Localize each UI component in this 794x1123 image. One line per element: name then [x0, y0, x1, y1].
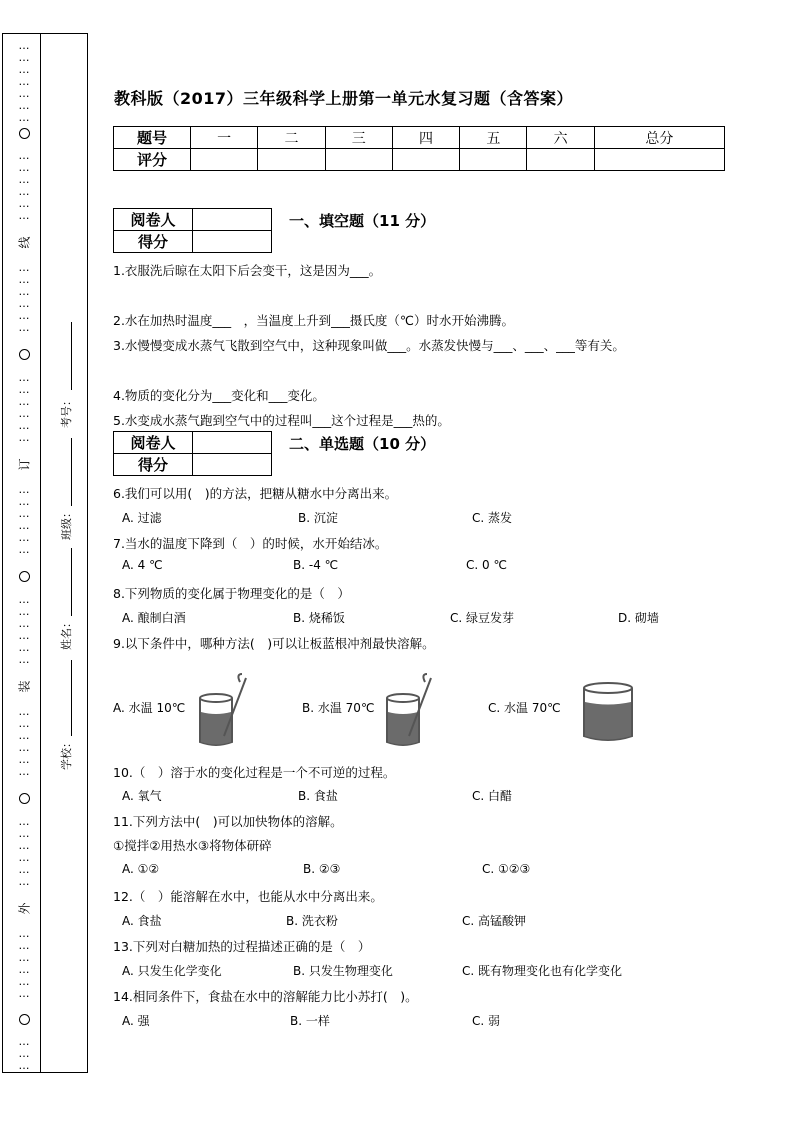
reviewer-field[interactable]	[193, 209, 272, 231]
page-title: 教科版（2017）三年级科学上册第一单元水复习题（含答案）	[114, 89, 574, 108]
score-header-cell: 三	[325, 127, 392, 149]
name-line	[71, 548, 72, 616]
binding-circle	[19, 571, 30, 582]
school-line	[71, 660, 72, 736]
binding-circle	[19, 793, 30, 804]
class-line	[71, 438, 72, 506]
score-header-cell: 六	[527, 127, 594, 149]
score-header-row	[114, 127, 725, 149]
q6-option-b[interactable]: B. 沉淀	[298, 511, 338, 525]
question-9: 9.以下条件中，哪种方法( )可以让板蓝根冲剂最快溶解。	[113, 636, 435, 651]
score-header-cell: 五	[460, 127, 527, 149]
q10-option-b[interactable]: B. 食盐	[298, 789, 338, 803]
binding-dots: … … … … … …	[18, 261, 30, 334]
binding-strip	[2, 33, 88, 1073]
score-row-label: 评分	[114, 149, 191, 171]
binding-dots: … … … … … …	[18, 927, 30, 1000]
score-header-cell: 题号	[114, 127, 191, 149]
score-table	[113, 126, 725, 171]
reviewer-field[interactable]	[193, 432, 272, 454]
question-6: 6.我们可以用( )的方法，把糖从糖水中分离出来。	[113, 486, 398, 501]
q7-option-c[interactable]: C. 0 ℃	[466, 558, 507, 572]
score-input-cell[interactable]	[191, 149, 258, 171]
binding-char-zhuang: 装	[17, 680, 32, 693]
score-value-row	[114, 149, 725, 171]
q14-option-c[interactable]: C. 弱	[472, 1014, 501, 1028]
grader-box-2	[113, 431, 272, 476]
score-field[interactable]	[193, 231, 272, 253]
q11-option-a[interactable]: A. ①②	[122, 862, 160, 876]
label-school: 学校：	[60, 737, 73, 770]
score-label: 得分	[114, 454, 193, 476]
question-5: 5.水变成水蒸气跑到空气中的过程叫___这个过程是___热的。	[113, 413, 450, 428]
question-7: 7.当水的温度下降到（ ）的时候，水开始结冰。	[113, 536, 388, 551]
q12-option-b[interactable]: B. 洗衣粉	[286, 914, 338, 928]
binding-dots: … … … … … …	[18, 371, 30, 444]
question-11-sub: ①搅拌②用热水③将物体研碎	[113, 838, 272, 853]
q13-option-c[interactable]: C. 既有物理变化也有化学变化	[462, 964, 623, 978]
q8-option-b[interactable]: B. 烧稀饭	[293, 611, 345, 625]
q8-option-d[interactable]: D. 砌墙	[618, 611, 659, 625]
beaker-image	[578, 680, 640, 746]
q8-option-c[interactable]: C. 绿豆发芽	[450, 611, 515, 625]
grader-box-1	[113, 208, 272, 253]
q6-option-a[interactable]: A. 过滤	[122, 511, 162, 525]
q6-option-c[interactable]: C. 蒸发	[472, 511, 513, 525]
q7-option-a[interactable]: A. 4 ℃	[122, 558, 163, 572]
q10-option-a[interactable]: A. 氧气	[122, 789, 162, 803]
question-12: 12.（ ）能溶解在水中，也能从水中分离出来。	[113, 889, 383, 904]
question-1: 1.衣服洗后晾在太阳下后会变干，这是因为___。	[113, 263, 382, 278]
binding-circle	[19, 349, 30, 360]
q11-option-b[interactable]: B. ②③	[303, 862, 341, 876]
q7-option-b[interactable]: B. -4 ℃	[293, 558, 339, 572]
question-14: 14.相同条件下，食盐在水中的溶解能力比小苏打( )。	[113, 989, 418, 1004]
score-input-cell[interactable]	[258, 149, 325, 171]
section-1-title: 一、填空题（11 分）	[289, 212, 436, 230]
question-4: 4.物质的变化分为___变化和___变化。	[113, 388, 325, 403]
binding-circle	[19, 1014, 30, 1025]
score-header-cell: 一	[191, 127, 258, 149]
q9-option-c[interactable]: C. 水温 70℃	[488, 701, 561, 715]
label-name: 姓名：	[60, 617, 73, 650]
q9-option-a[interactable]: A. 水温 10℃	[113, 701, 186, 715]
score-input-cell[interactable]	[460, 149, 527, 171]
q8-option-a[interactable]: A. 酿制白酒	[122, 611, 186, 625]
binding-dots: … … … … … …	[18, 149, 30, 222]
score-input-cell[interactable]	[594, 149, 724, 171]
score-header-cell: 二	[258, 127, 325, 149]
q12-option-c[interactable]: C. 高锰酸钾	[462, 914, 527, 928]
q14-option-b[interactable]: B. 一样	[290, 1014, 330, 1028]
binding-circle	[19, 128, 30, 139]
question-8: 8.下列物质的变化属于物理变化的是（ ）	[113, 586, 350, 601]
q10-option-c[interactable]: C. 白醋	[472, 789, 513, 803]
binding-char-wai: 外	[17, 902, 32, 915]
question-13: 13.下列对白糖加热的过程描述正确的是（ ）	[113, 939, 371, 954]
question-2: 2.水在加热时温度___ ，当温度上升到___摄氏度（℃）时水开始沸腾。	[113, 313, 514, 328]
label-class: 班级：	[60, 507, 73, 540]
binding-char-xian: 线	[17, 236, 32, 249]
score-input-cell[interactable]	[325, 149, 392, 171]
exam-number-line	[71, 322, 72, 390]
score-header-cell: 总分	[594, 127, 724, 149]
q13-option-a[interactable]: A. 只发生化学变化	[122, 964, 222, 978]
binding-dots: … … … … … …	[18, 815, 30, 888]
score-input-cell[interactable]	[527, 149, 594, 171]
label-exam-number: 考号：	[60, 395, 73, 428]
section-2-title: 二、单选题（10 分）	[289, 435, 436, 453]
score-label: 得分	[114, 231, 193, 253]
beaker-with-stirrer-image	[196, 672, 258, 750]
binding-divider	[40, 33, 41, 1073]
reviewer-label: 阅卷人	[114, 432, 193, 454]
binding-dots: … … … … … …	[18, 705, 30, 778]
binding-dots: … … … … … …	[18, 483, 30, 556]
score-header-cell: 四	[392, 127, 459, 149]
beaker-with-stirrer-image	[383, 672, 445, 750]
q11-option-c[interactable]: C. ①②③	[482, 862, 531, 876]
reviewer-label: 阅卷人	[114, 209, 193, 231]
q13-option-b[interactable]: B. 只发生物理变化	[293, 964, 393, 978]
binding-dots: … … …	[18, 1035, 30, 1072]
binding-dots: … … … … … …	[18, 593, 30, 666]
question-10: 10.（ ）溶于水的变化过程是一个不可逆的过程。	[113, 765, 396, 780]
score-field[interactable]	[193, 454, 272, 476]
q12-option-a[interactable]: A. 食盐	[122, 914, 162, 928]
binding-char-ding: 订	[17, 458, 32, 471]
score-input-cell[interactable]	[392, 149, 459, 171]
q9-option-b[interactable]: B. 水温 70℃	[302, 701, 375, 715]
question-3: 3.水慢慢变成水蒸气飞散到空气中，这种现象叫做___。水蒸发快慢与___、___、___等有关。	[113, 338, 625, 353]
binding-dots: … … … … … … …	[18, 39, 30, 124]
q14-option-a[interactable]: A. 强	[122, 1014, 150, 1028]
question-11: 11.下列方法中( )可以加快物体的溶解。	[113, 814, 343, 829]
